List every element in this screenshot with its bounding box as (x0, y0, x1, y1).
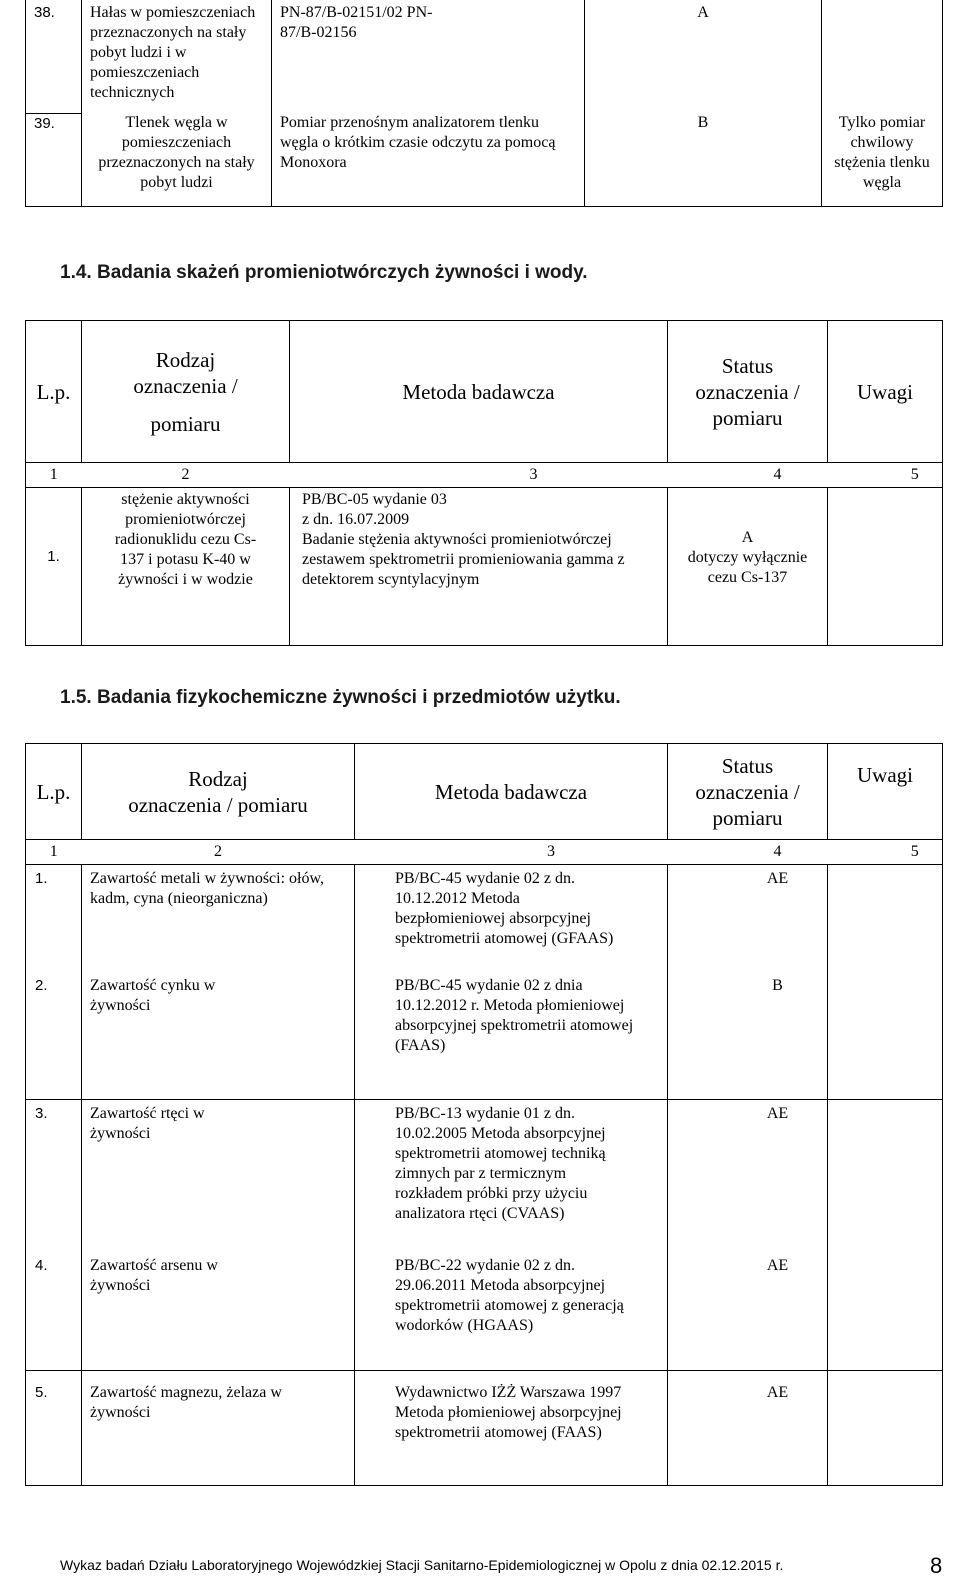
test-status: B (697, 114, 709, 131)
table-row: 1. stężenie aktywności promieniotwórczej radionuklidu cezu Cs-137 i potasu K-40 w żywności i w wodzie PB/BC-05 wydanie 03 z dn. 16.07.2009 Badanie stężenia aktywności promieniotwórczej zestawem spektrometrii promieniowania gamma z detektorem scyntylacyjnym A dotyczy wyłącznie cezu Cs-137 (26, 488, 943, 646)
column-number: 3 (529, 466, 538, 483)
column-number: 5 (910, 466, 919, 483)
table-row (26, 113, 943, 206)
test-method: PB/BC-22 wydanie 02 z dn. 29.06.2011 Metoda absorpcyjnej spektrometrii atomowej z generacją wodorków (HGAAS) (395, 1256, 624, 1334)
table-header-row: L.p. Rodzaj oznaczenia / pomiaru Metoda badawcza Status oznaczenia / pomiaru Uwagi (26, 744, 943, 840)
header-status: Status (721, 753, 774, 778)
row-number: 2. (35, 976, 48, 994)
column-number: 2 (214, 843, 222, 860)
test-status: B (772, 976, 783, 994)
test-status: AE (766, 870, 789, 887)
column-number: 3 (547, 843, 555, 860)
header-method: Metoda badawcza (402, 379, 555, 404)
column-number: 1 (49, 466, 58, 483)
test-name: Zawartość metali w żywności: ołów, kadm, cyna (nieorganiczna) (90, 870, 325, 907)
table-header-row: L.p. Rodzaj oznaczenia / pomiaru Metoda badawcza Status oznaczenia / pomiaru Uwagi (26, 321, 943, 463)
row-number: 38. (34, 4, 55, 21)
row-number: 4. (35, 1256, 48, 1274)
table-row (26, 865, 943, 976)
test-status: A (741, 529, 754, 546)
header-status: Status (721, 353, 774, 378)
test-method: Wydawnictwo IŻŻ Warszawa 1997 Metoda płomieniowej absorpcyjnej spektrometrii atomowej (FAAS) (395, 1384, 622, 1441)
table-row (26, 1371, 943, 1486)
test-method: PB/BC-05 wydanie 03 (302, 491, 447, 508)
header-method: Metoda badawcza (434, 779, 588, 804)
column-number: 2 (181, 466, 190, 483)
header-name: Rodzaj (155, 347, 216, 372)
test-method: Pomiar przenośnym analizatorem tlenku węgla o krótkim czasie odczytu za pomocą Monoxora (280, 114, 556, 171)
header-lp: L.p. (36, 379, 71, 404)
test-status: AE (766, 1105, 789, 1122)
column-number: 4 (773, 843, 782, 860)
row-number: 1. (35, 870, 48, 887)
radioactive-table (25, 320, 943, 646)
column-number: 1 (49, 843, 58, 860)
test-name: Zawartość rtęci w żywności (90, 1105, 205, 1142)
table-row (26, 1256, 943, 1371)
test-method: PB/BC-45 wydanie 02 z dn. 10.12.2012 Metoda bezpłomieniowej absorpcyjnej spektrometrii atomowej (GFAAS) (395, 870, 614, 947)
test-notes: Tylko pomiar chwilowy stężenia tlenku węgla (834, 114, 930, 191)
header-notes: Uwagi (857, 763, 913, 787)
column-numbers-row (26, 463, 943, 488)
physchem-table (25, 743, 943, 1486)
row-number: 39. (34, 114, 55, 132)
test-name: Zawartość magnezu, żelaza w żywności (90, 1384, 282, 1421)
test-name: Zawartość cynku w żywności (90, 976, 216, 1014)
page-footer: Wykaz badań Działu Laboratoryjnego Wojewódzkiej Stacji Sanitarno-Epidemiologicznej w Opolu z dnia 02.12.2015 r. (60, 1557, 784, 1573)
column-numbers-row (26, 840, 943, 865)
header-name: Rodzaj (188, 766, 248, 791)
section-title-1-5: 1.5. Badania fizykochemiczne żywności i przedmiotów użytku. (60, 687, 621, 708)
header-lp: L.p. (36, 779, 71, 804)
test-name: Zawartość arsenu w żywności (90, 1256, 218, 1294)
test-method: PB/BC-13 wydanie 01 z dn. 10.02.2005 Metoda absorpcyjnej spektrometrii atomowej techniką zimnych par z termicznym rozkładem próbki przy użyciu analizatora rtęci (CVAAS) (395, 1105, 606, 1222)
test-name: Hałas w pomieszczeniach przeznaczonych na stały pobyt ludzi i w pomieszczeniach technicznych (90, 4, 256, 101)
row-number: 3. (35, 1105, 48, 1122)
test-name: Tlenek węgla w pomieszczeniach przeznaczonych na stały pobyt ludzi (98, 114, 255, 191)
test-status: A (697, 4, 709, 21)
page-number: 8 (930, 1553, 943, 1578)
table-row (26, 1100, 943, 1256)
test-method: PN-87/B-02151/02 PN-87/B-02156 (280, 4, 433, 41)
test-status: AE (766, 1256, 789, 1274)
row-number: 5. (35, 1384, 48, 1401)
row-number: 1. (47, 547, 60, 565)
test-name: stężenie aktywności promieniotwórczej radionuklidu cezu Cs-137 i potasu K-40 w żywności i w wodzie (114, 491, 257, 588)
column-number: 5 (910, 843, 919, 860)
section-title-1-4: 1.4. Badania skażeń promieniotwórczych żywności i wody. (60, 262, 588, 283)
top-table (25, 0, 943, 207)
test-status: AE (766, 1384, 789, 1401)
header-notes: Uwagi (857, 379, 913, 404)
column-number: 4 (773, 466, 782, 483)
table-row (26, 976, 943, 1100)
test-method: PB/BC-45 wydanie 02 z dnia 10.12.2012 r. Metoda płomieniowej absorpcyjnej spektrometrii atomowej (FAAS) (395, 976, 634, 1054)
table-row (26, 0, 943, 113)
